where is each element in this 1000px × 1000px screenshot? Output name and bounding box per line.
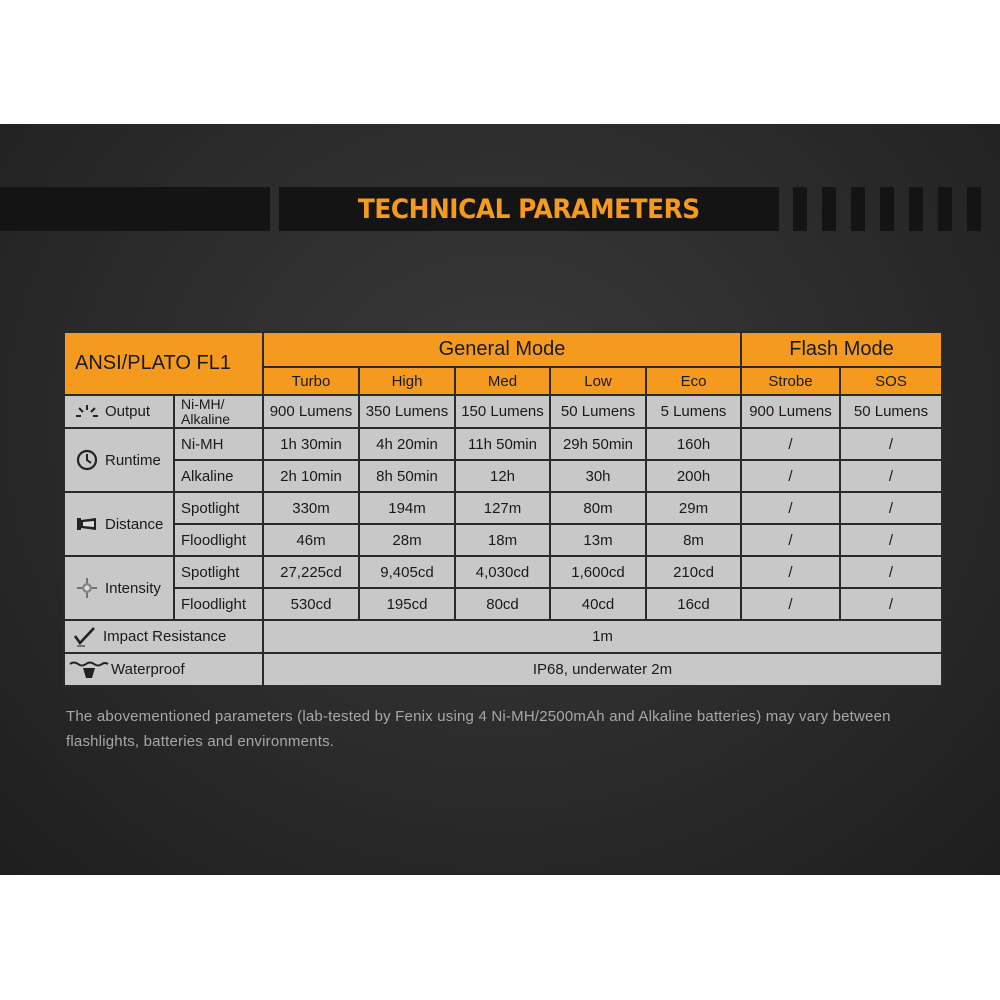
table-cell: 16cd — [646, 588, 741, 620]
output-turbo: 900 Lumens — [263, 395, 359, 428]
table-cell: 2h 10min — [263, 460, 359, 492]
model-header: ANSI/PLATO FL1 — [64, 332, 263, 395]
title-stripe — [851, 187, 865, 231]
impact-icon — [73, 626, 97, 648]
table-cell: 28m — [359, 524, 455, 556]
table-cell: 80m — [550, 492, 646, 524]
output-high: 350 Lumens — [359, 395, 455, 428]
table-cell: 8h 50min — [359, 460, 455, 492]
output-low: 50 Lumens — [550, 395, 646, 428]
disclaimer-note: The abovementioned parameters (lab-tested by Fenix using 4 Ni-MH/2500mAh and Alkaline batteries) may vary between flashlights, batteries and environments. — [66, 708, 891, 750]
table-cell: 330m — [263, 492, 359, 524]
table-cell: / — [840, 588, 942, 620]
mode-header-strobe: Strobe — [741, 367, 840, 395]
mode-header-eco: Eco — [646, 367, 741, 395]
table-cell: / — [840, 524, 942, 556]
table-cell: / — [741, 524, 840, 556]
table-cell: / — [840, 428, 942, 460]
distance-icon — [75, 513, 99, 535]
output-icon — [75, 401, 99, 423]
output-battery: Ni-MH/ Alkaline — [174, 395, 263, 428]
table-cell: 29h 50min — [550, 428, 646, 460]
table-cell: 27,225cd — [263, 556, 359, 588]
intensity-sub: Floodlight — [174, 588, 263, 620]
table-cell: 11h 50min — [455, 428, 550, 460]
runtime-label: Runtime — [105, 451, 161, 469]
table-cell: 40cd — [550, 588, 646, 620]
table-cell: 30h — [550, 460, 646, 492]
mode-header-low: Low — [550, 367, 646, 395]
spec-panel — [0, 124, 1000, 875]
intensity-label: Intensity — [105, 579, 161, 597]
waterproof-label: Waterproof — [111, 661, 185, 678]
table-cell: 29m — [646, 492, 741, 524]
runtime-clock-icon — [75, 449, 99, 471]
intensity-sub: Spotlight — [174, 556, 263, 588]
intensity-icon — [75, 577, 99, 599]
table-cell: 530cd — [263, 588, 359, 620]
table-cell: 194m — [359, 492, 455, 524]
table-cell: / — [840, 556, 942, 588]
mode-header-turbo: Turbo — [263, 367, 359, 395]
output-label: Output — [105, 403, 151, 420]
table-cell: 160h — [646, 428, 741, 460]
category-waterproof — [64, 653, 263, 686]
impact-value: 1m — [263, 620, 942, 653]
title-stripe — [793, 187, 807, 231]
table-cell: 13m — [550, 524, 646, 556]
category-distance — [64, 492, 174, 556]
output-eco: 5 Lumens — [646, 395, 741, 428]
table-cell: 8m — [646, 524, 741, 556]
distance-sub: Spotlight — [174, 492, 263, 524]
title-stripe — [909, 187, 923, 231]
table-cell: 4,030cd — [455, 556, 550, 588]
table-cell: 210cd — [646, 556, 741, 588]
mode-header-med: Med — [455, 367, 550, 395]
general-mode-header: General Mode — [263, 332, 741, 367]
table-cell: 4h 20min — [359, 428, 455, 460]
output-med: 150 Lumens — [455, 395, 550, 428]
title-stripe — [938, 187, 952, 231]
page-title: TECHNICAL PARAMETERS — [358, 193, 700, 225]
impact-label: Impact Resistance — [103, 628, 227, 645]
table-cell: / — [741, 492, 840, 524]
table-cell: / — [840, 460, 942, 492]
distance-sub: Floodlight — [174, 524, 263, 556]
table-cell: 195cd — [359, 588, 455, 620]
flash-mode-header: Flash Mode — [741, 332, 942, 367]
table-cell: 18m — [455, 524, 550, 556]
title-stripe — [822, 187, 836, 231]
runtime-sub: Alkaline — [174, 460, 263, 492]
table-cell: / — [741, 460, 840, 492]
table-cell: / — [741, 428, 840, 460]
category-output — [64, 395, 174, 428]
title-stripe — [880, 187, 894, 231]
waterproof-icon — [69, 659, 109, 681]
mode-header-sos: SOS — [840, 367, 942, 395]
distance-label: Distance — [105, 515, 164, 533]
table-cell: 12h — [455, 460, 550, 492]
table-cell: / — [741, 588, 840, 620]
table-cell: 80cd — [455, 588, 550, 620]
title-bar — [279, 187, 779, 231]
output-sos: 50 Lumens — [840, 395, 942, 428]
runtime-sub: Ni-MH — [174, 428, 263, 460]
table-cell: 127m — [455, 492, 550, 524]
category-runtime — [64, 428, 174, 492]
waterproof-value: IP68, underwater 2m — [263, 653, 942, 686]
table-cell: / — [840, 492, 942, 524]
table-cell: / — [741, 556, 840, 588]
table-cell: 200h — [646, 460, 741, 492]
title-stripe — [967, 187, 981, 231]
table-cell: 1,600cd — [550, 556, 646, 588]
table-cell: 9,405cd — [359, 556, 455, 588]
table-cell: 46m — [263, 524, 359, 556]
output-strobe: 900 Lumens — [741, 395, 840, 428]
mode-header-high: High — [359, 367, 455, 395]
spec-table — [63, 331, 943, 687]
table-cell: 1h 30min — [263, 428, 359, 460]
category-intensity — [64, 556, 174, 620]
category-impact — [64, 620, 263, 653]
title-bar-left — [0, 187, 270, 231]
